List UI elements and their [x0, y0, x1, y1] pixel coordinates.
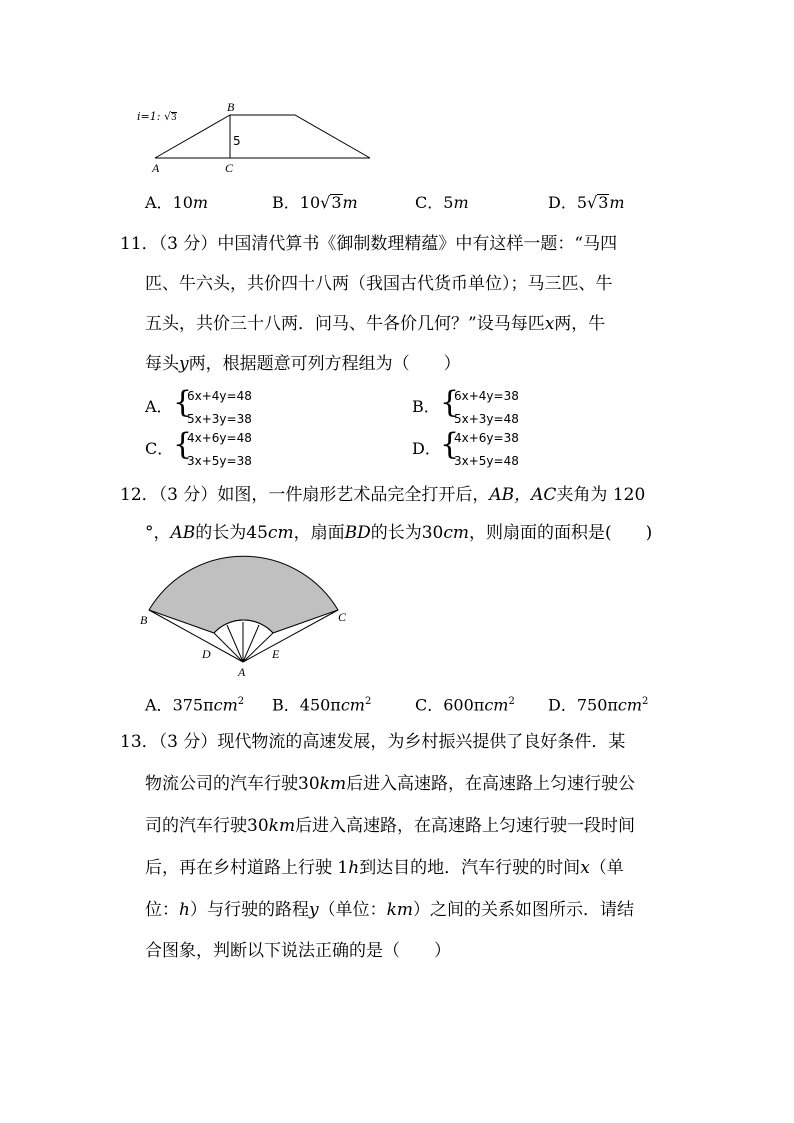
- q12-point-c: C: [338, 610, 347, 624]
- q10-option-c[interactable]: C．5m: [415, 193, 469, 212]
- q12-number: 12．: [120, 485, 159, 505]
- q12-line2: °，AB的长为45cm，扇面BD的长为30cm，则扇面的面积是( ): [145, 523, 653, 543]
- q12-point-a: A: [238, 665, 246, 679]
- q11-number: 11．: [120, 234, 159, 254]
- q10-option-d[interactable]: D．5√3m: [548, 193, 625, 212]
- q12-option-d[interactable]: D．750πcm$^2$: [548, 695, 649, 715]
- q12-fan-figure: [135, 555, 365, 685]
- q11-line2: 匹、牛六头，共价四十八两（我国古代货币单位）；马三匹、牛: [145, 274, 613, 294]
- q12-rib-1: [214, 633, 243, 662]
- q12-score: （3 分）: [158, 485, 218, 505]
- q13-line3: 司的汽车行驶30km后进入高速路，在高速路上匀速行驶一段时间: [145, 816, 636, 836]
- q10-point-c: C: [225, 161, 234, 175]
- q10-slope-label: i=1: √3: [137, 110, 177, 123]
- q13-number: 13．: [120, 732, 159, 752]
- q10-figure: [130, 98, 380, 178]
- q12-option-a[interactable]: A．375πcm$^2$: [145, 695, 245, 715]
- q10-option-b[interactable]: B．10√3m: [272, 193, 358, 212]
- q12-option-b[interactable]: B．450πcm$^2$: [272, 695, 372, 715]
- q12-rib-4: [243, 625, 259, 662]
- q10-point-a: A: [152, 161, 160, 175]
- q10-option-a[interactable]: A．10m: [145, 193, 209, 212]
- q13-line1: 13．（3 分）现代物流的高速发展，为乡村振兴提供了良好条件．某: [120, 732, 626, 752]
- q10-height-label: 5: [233, 134, 241, 148]
- q11-line1: 11．（3 分）中国清代算书《御制数理精蕴》中有这样一题：“马四: [120, 234, 618, 254]
- q13-line4: 后，再在乡村道路上行驶 1h到达目的地．汽车行驶的时间x（单: [145, 858, 624, 878]
- q10-point-b: B: [227, 100, 235, 114]
- q11-line3: 五头，共价三十八两．问马、牛各价几何？”设马每匹x两，牛: [145, 314, 606, 334]
- q11-line4: 每头y两，根据题意可列方程组为（ ）: [145, 354, 461, 374]
- q11-score: （3 分）: [158, 234, 218, 254]
- q12-rib-2: [227, 625, 243, 662]
- q12-point-d: D: [202, 647, 211, 661]
- q12-fan-surface: [149, 556, 338, 633]
- q12-point-b: B: [140, 613, 148, 627]
- q13-line5: 位：h）与行驶的路程y（单位：km）之间的关系如图所示．请结: [145, 900, 634, 920]
- q10-trapezoid: [155, 115, 370, 158]
- q13-line6: 合图象，判断以下说法正确的是（ ）: [145, 941, 451, 961]
- q12-line1: 12．（3 分）如图，一件扇形艺术品完全打开后，AB，AC夹角为 120: [120, 485, 646, 505]
- q13-score: （3 分）: [158, 732, 218, 752]
- q13-line2: 物流公司的汽车行驶30km后进入高速路，在高速路上匀速行驶公: [145, 774, 636, 794]
- q12-fan-svg: [135, 555, 365, 685]
- q12-point-e: E: [272, 647, 280, 661]
- q12-option-c[interactable]: C．600πcm$^2$: [415, 695, 515, 715]
